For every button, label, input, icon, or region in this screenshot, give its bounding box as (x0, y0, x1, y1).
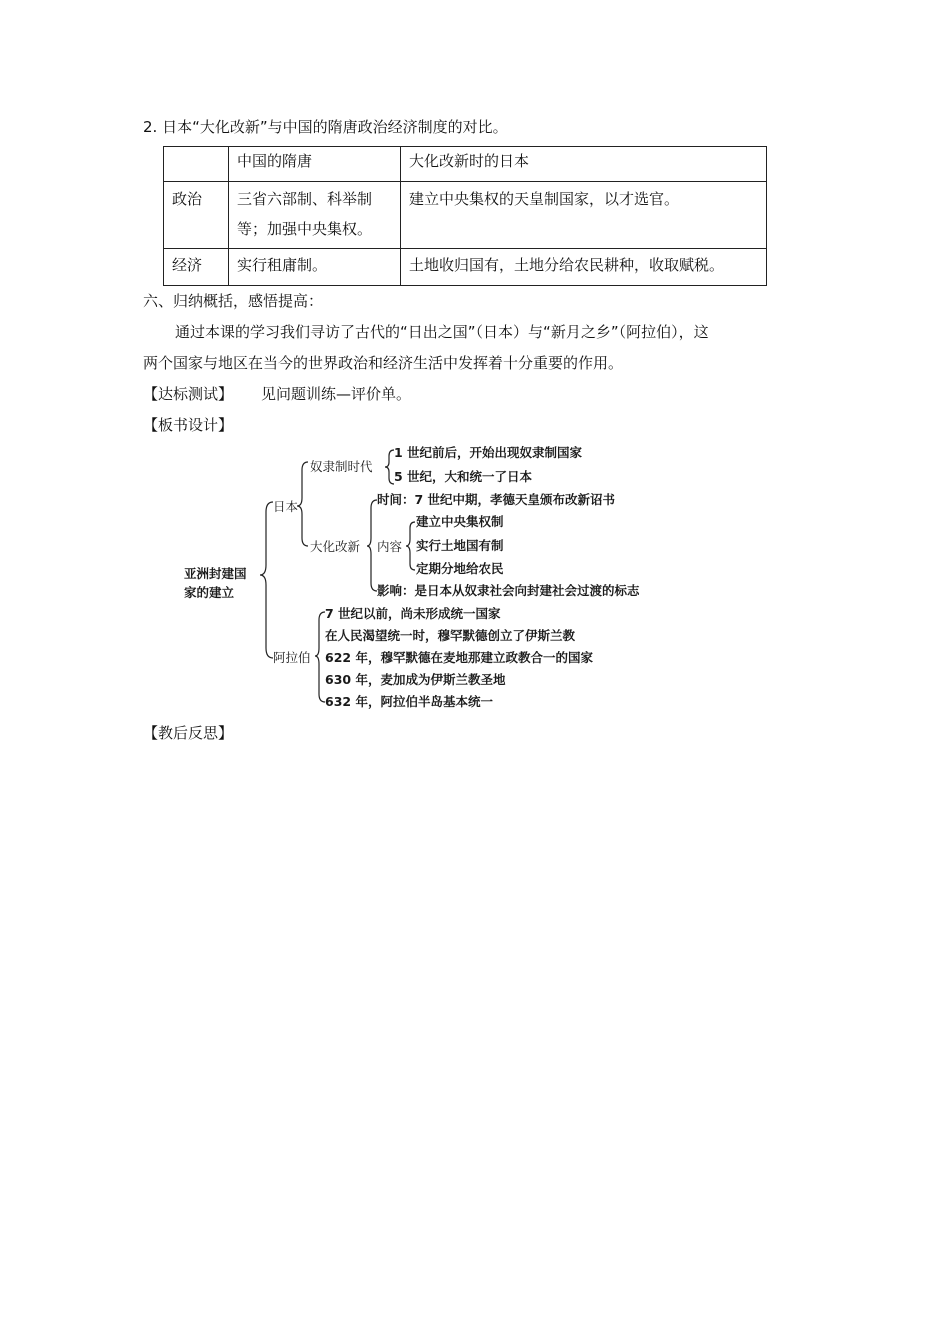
diagram-reform-content: 内容 (377, 539, 403, 554)
diagram-content-item: 建立中央集权制 (416, 514, 504, 529)
table-row (164, 249, 767, 286)
board-design-label: 【板书设计】 (143, 416, 234, 434)
table-header-cell (164, 147, 229, 182)
diagram-arabia-item: 622 年，穆罕默德在麦地那建立政教合一的国家 (325, 650, 593, 665)
table-cell: 实行租庸制。 (229, 249, 401, 286)
row-label: 政治 (164, 182, 229, 249)
diagram-reform-impact: 影响：是日本从奴隶社会向封建社会过渡的标志 (377, 583, 640, 598)
diagram-arabia-item: 630 年，麦加成为伊斯兰教圣地 (325, 672, 506, 687)
diagram-taika-reform: 大化改新 (310, 539, 361, 554)
summary-paragraph-line-2: 两个国家与地区在当今的世界政治和经济生活中发挥着十分重要的作用。 (143, 354, 624, 372)
diagram-slavery-era: 奴隶制时代 (310, 459, 373, 474)
diagram-content-item: 实行土地国有制 (416, 538, 504, 553)
board-diagram (180, 440, 700, 715)
section-2-title: 2. 日本“大化改新”与中国的隋唐政治经济制度的对比。 (143, 118, 508, 136)
table-cell: 土地收归国有，土地分给农民耕种，收取赋税。 (401, 249, 767, 286)
table-row (164, 182, 767, 249)
diagram-root-line-2: 家的建立 (184, 585, 235, 600)
diagram-root-line-1: 亚洲封建国 (184, 566, 247, 581)
table-cell: 三省六部制、科举制等；加强中央集权。 (229, 182, 401, 249)
test-text: 见问题训练—评价单。 (261, 385, 412, 403)
table-cell: 建立中央集权的天皇制国家，以才选官。 (401, 182, 767, 249)
diagram-reform-time: 时间：7 世纪中期，孝德天皇颁布改新诏书 (377, 492, 616, 507)
table-header-row (164, 147, 767, 182)
diagram-content-item: 定期分地给农民 (416, 561, 504, 576)
table-header-cell: 中国的隋唐 (229, 147, 401, 182)
diagram-slavery-item: 1 世纪前后，开始出现奴隶制国家 (394, 445, 583, 460)
test-label: 【达标测试】 (143, 385, 234, 403)
diagram-arabia-item: 在人民渴望统一时，穆罕默德创立了伊斯兰教 (325, 628, 576, 643)
section-6-title: 六、归纳概括，感悟提高： (143, 292, 324, 310)
comparison-table (163, 146, 767, 286)
diagram-arabia: 阿拉伯 (273, 650, 311, 665)
diagram-arabia-item: 632 年，阿拉伯半岛基本统一 (325, 694, 493, 709)
diagram-arabia-item: 7 世纪以前，尚未形成统一国家 (325, 606, 501, 621)
summary-paragraph-line-1: 通过本课的学习我们寻访了古代的“日出之国”（日本）与“新月之乡”（阿拉伯），这 (175, 323, 709, 341)
table-header-cell: 大化改新时的日本 (401, 147, 767, 182)
diagram-slavery-item: 5 世纪，大和统一了日本 (394, 469, 533, 484)
reflection-label: 【教后反思】 (143, 724, 234, 742)
diagram-japan: 日本 (273, 499, 299, 514)
row-label: 经济 (164, 249, 229, 286)
